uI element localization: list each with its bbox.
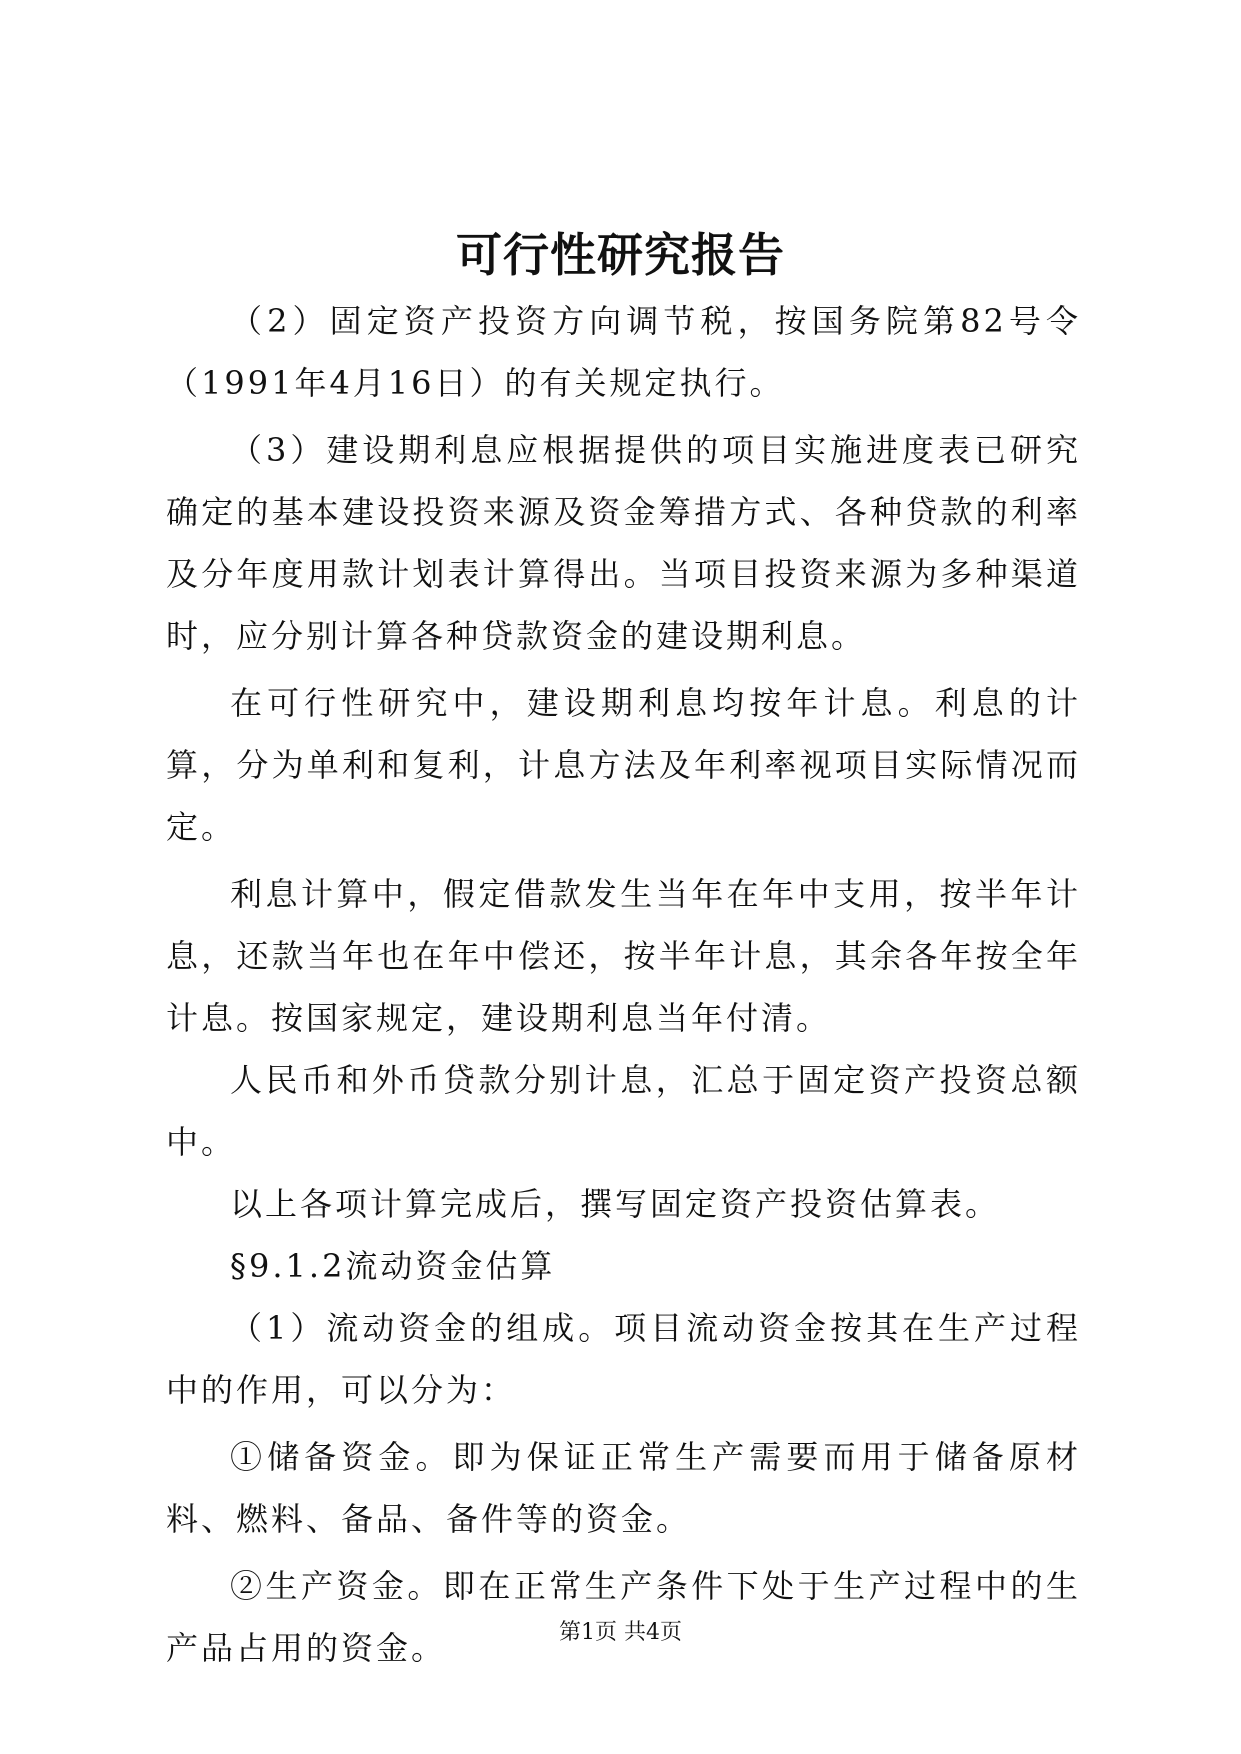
paragraph-working-capital-composition: （1）流动资金的组成。项目流动资金按其在生产过程中的作用，可以分为： — [166, 1309, 1081, 1409]
paragraph-interest-calculation: 利息计算中，假定借款发生当年在年中支用，按半年计息，还款当年也在年中偿还，按半年计息，其余各年按全年计息。按国家规定，建设期利息当年付清。 — [166, 875, 1081, 1037]
document-body — [166, 290, 1081, 1679]
paragraph-fixed-asset-tax: （2）固定资产投资方向调节税，按国务院第82号令（1991年4月16日）的有关规定执行。 — [166, 302, 1081, 402]
paragraph-estimate-table: 以上各项计算完成后，撰写固定资产投资估算表。 — [230, 1185, 1001, 1223]
paragraph-production-funds: ②生产资金。即在正常生产条件下处于生产过程中的生产品占用的资金。 — [166, 1567, 1081, 1667]
paragraph-interest-method: 在可行性研究中，建设期利息均按年计息。利息的计算，分为单利和复利，计息方法及年利率视项目实际情况而定。 — [166, 684, 1081, 846]
page-number: 第1页 共4页 — [559, 1620, 682, 1645]
document-title: 可行性研究报告 — [456, 228, 785, 282]
section-heading-working-capital: §9.1.2流动资金估算 — [230, 1247, 556, 1285]
paragraph-reserve-funds: ①储备资金。即为保证正常生产需要而用于储备原材料、燃料、备品、备件等的资金。 — [166, 1438, 1081, 1538]
paragraph-construction-interest: （3）建设期利息应根据提供的项目实施进度表已研究确定的基本建设投资来源及资金筹措方式、各种贷款的利率及分年度用款计划表计算得出。当项目投资来源为多种渠道时，应分别计算各种贷款资金的建设期利息。 — [166, 431, 1081, 655]
paragraph-currency-loans: 人民币和外币贷款分别计息，汇总于固定资产投资总额中。 — [166, 1061, 1081, 1161]
